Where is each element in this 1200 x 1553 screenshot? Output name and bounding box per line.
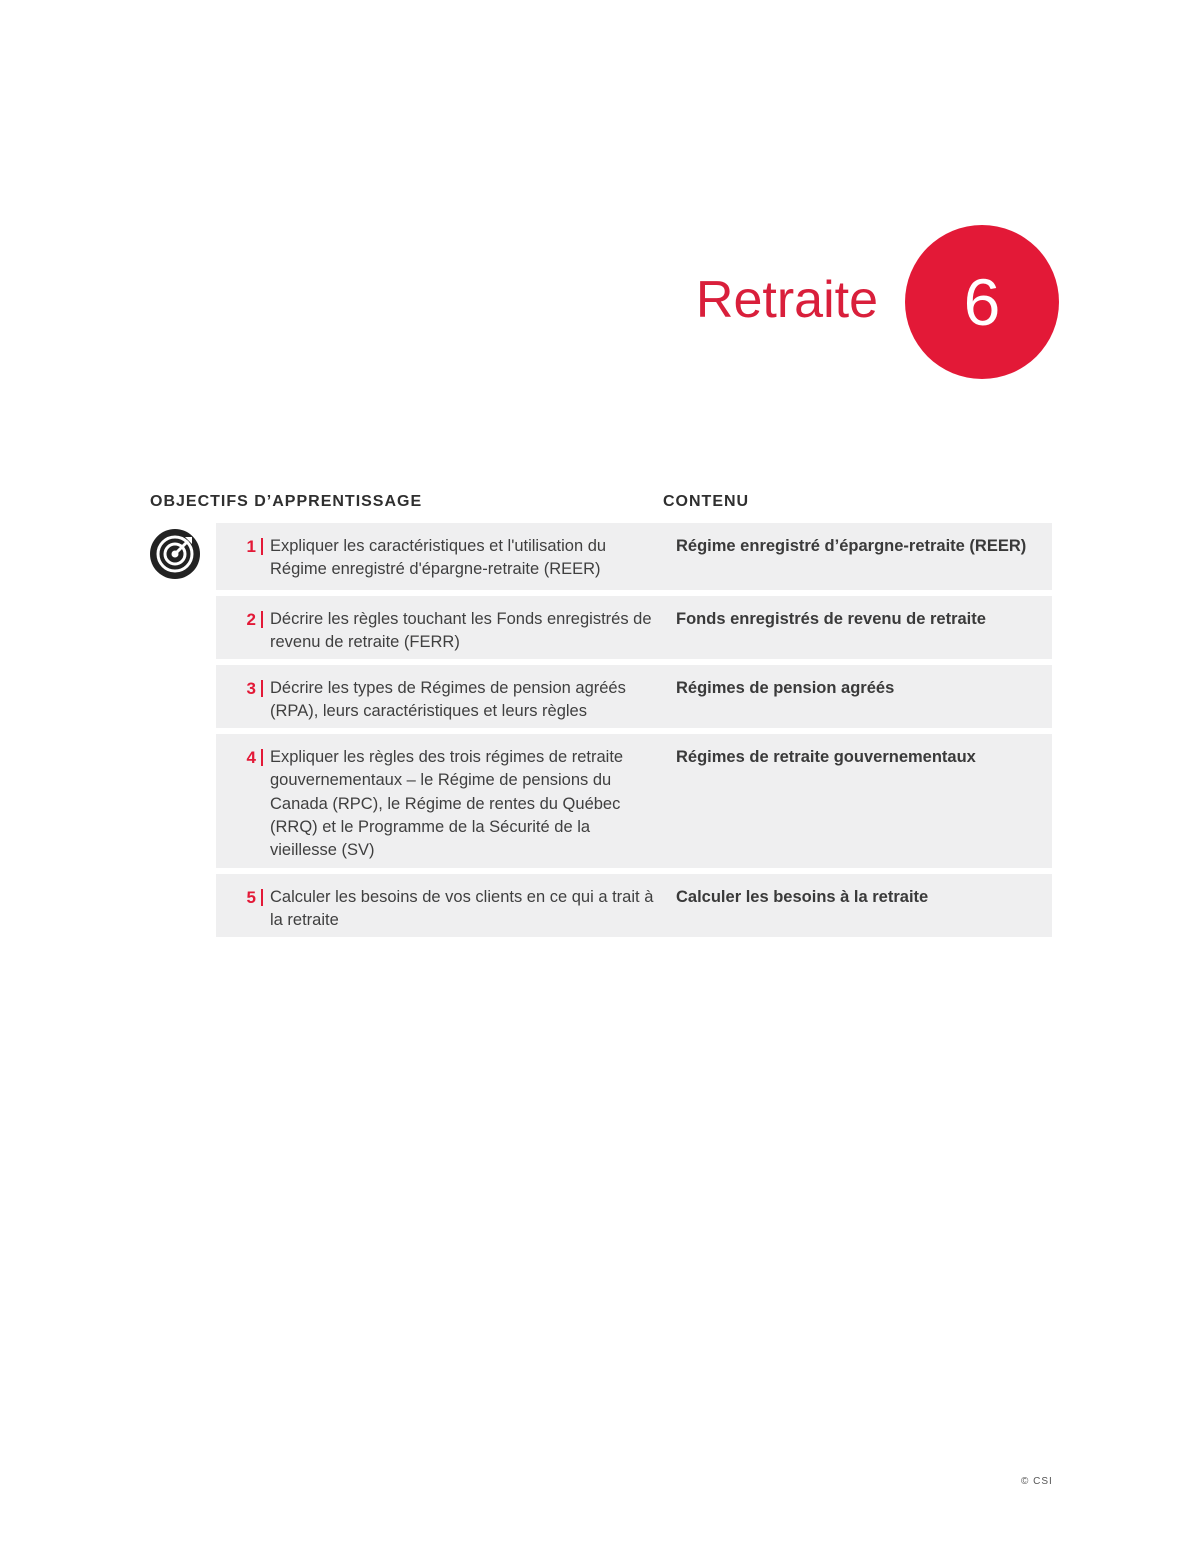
chapter-number: 6 <box>963 265 1001 339</box>
objectives-table <box>216 523 1052 943</box>
number-separator <box>261 538 263 555</box>
content-heading: CONTENU <box>663 493 750 510</box>
objective-row <box>216 523 1052 590</box>
objectives-heading: OBJECTIFS D’APPRENTISSAGE <box>150 493 423 510</box>
objective-text: Calculer les besoins de vos clients en ce qui a trait à la retraite <box>270 888 654 930</box>
objective-number: 2 <box>246 610 256 629</box>
objective-row <box>216 665 1052 728</box>
content-item: Régime enregistré d’épargne-retraite (REER) <box>676 537 1027 555</box>
content-item: Régimes de retraite gouvernementaux <box>676 748 976 766</box>
chapter-number-badge <box>905 225 1059 379</box>
objective-row <box>216 734 1052 868</box>
objective-number: 4 <box>246 748 256 767</box>
objective-text: Expliquer les règles des trois régimes de retraite gouvernementaux – le Régime de pensions du Canada (RPC), le Régime de rentes du Québec (RRQ) et le Programme de la Sécurité de la vieillesse (SV) <box>270 748 624 860</box>
number-separator <box>261 889 263 906</box>
content-item: Calculer les besoins à la retraite <box>676 888 929 906</box>
target-icon <box>149 528 201 580</box>
objective-text: Décrire les types de Régimes de pension agréés (RPA), leurs caractéristiques et leurs règles <box>270 679 626 721</box>
objective-row <box>216 874 1052 937</box>
number-separator <box>261 680 263 697</box>
objective-text: Décrire les règles touchant les Fonds enregistrés de revenu de retraite (FERR) <box>270 610 652 652</box>
number-separator <box>261 749 263 766</box>
objective-row <box>216 596 1052 659</box>
content-item: Régimes de pension agréés <box>676 679 895 697</box>
number-separator <box>261 611 263 628</box>
objective-number: 3 <box>246 679 256 698</box>
objective-number: 1 <box>246 537 256 556</box>
objective-number: 5 <box>246 888 256 907</box>
objective-text: Expliquer les caractéristiques et l'utilisation du Régime enregistré d'épargne-retraite (REER) <box>270 537 607 579</box>
content-item: Fonds enregistrés de revenu de retraite <box>676 610 986 628</box>
copyright: © CSI <box>1021 1476 1053 1487</box>
chapter-title: Retraite <box>695 271 878 329</box>
